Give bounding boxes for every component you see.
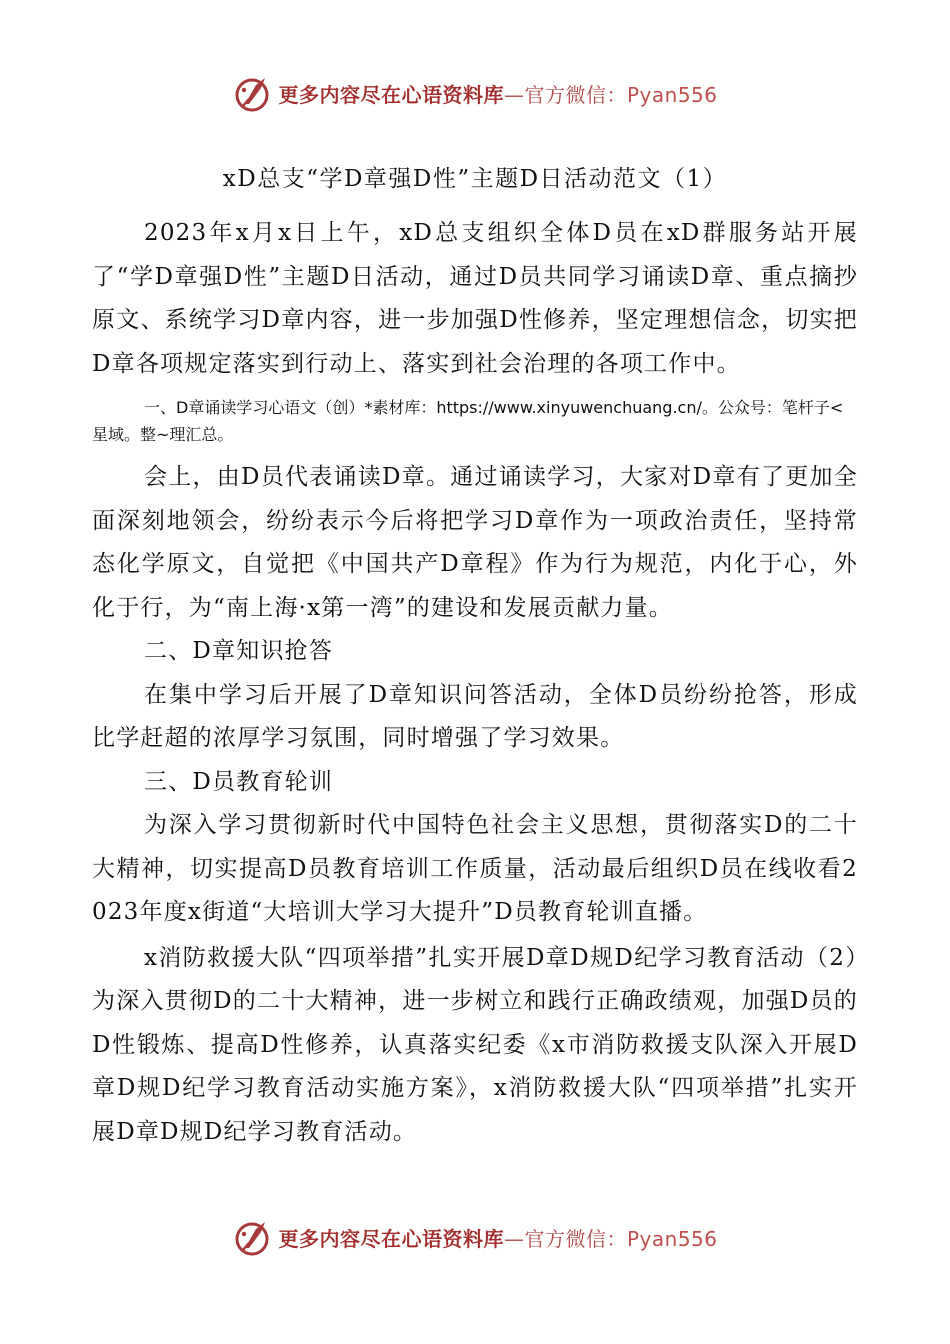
banner-separator: —	[503, 1226, 525, 1251]
banner-wechat-id: Pyan556	[626, 82, 718, 107]
document-body	[92, 212, 858, 1154]
article2-paragraph: x消防救援大队“四项举措”扎实开展D章D规D纪学习教育活动（2）为深入贯彻D的二十大精神，进一步树立和践行正确政绩观，加强D员的D性锻炼、提高D性修养，认真落实纪委《x市消防救援支队深入开展D章D规D纪学习教育活动实施方案》，x消防救援大队“四项举措”扎实开展D章D规D纪学习教育活动。	[92, 944, 858, 1145]
section1-paragraph: 会上，由D员代表诵读D章。通过诵读学习，大家对D章有了更加全面深刻地领会，纷纷表示今后将把学习D章作为一项政治责任，坚持常态化学原文，自觉把《中国共产D章程》作为行为规范，内化于心，外化于行，为“南上海·x第一湾”的建设和发展贡献力量。	[92, 464, 858, 621]
banner-text	[278, 79, 717, 108]
header-banner	[0, 68, 950, 118]
quill-pen-logo-icon	[232, 73, 272, 113]
banner-wechat-label: 官方微信：	[524, 82, 627, 107]
source-note: 一、D章诵读学习心语文（创）*素材库：https://www.xinyuwenchuang.cn/。公众号：笔杆子<星域。整~理汇总。	[92, 398, 844, 444]
section3-heading: 三、D员教育轮训	[144, 768, 334, 795]
section3-paragraph: 为深入学习贯彻新时代中国特色社会主义思想，贯彻落实D的二十大精神，切实提高D员教育培训工作质量，活动最后组织D员在线收看2023年度x街道“大培训大学习大提升”D员教育轮训直播。	[92, 812, 858, 925]
section2-heading: 二、D章知识抢答	[144, 638, 334, 664]
intro-paragraph: 2023年x月x日上午，xD总支组织全体D员在xD群服务站开展了“学D章强D性”主题D日活动，通过D员共同学习诵读D章、重点摘抄原文、系统学习D章内容，进一步加强D性修养，坚定理想信念，切实把D章各项规定落实到行动上、落实到社会治理的各项工作中。	[92, 220, 858, 377]
banner-separator: —	[503, 82, 525, 107]
banner-brand: 更多内容尽在心语资料库	[278, 1226, 504, 1251]
section2-paragraph: 在集中学习后开展了D章知识问答活动，全体D员纷纷抢答，形成比学赶超的浓厚学习氛围，同时增强了学习效果。	[92, 681, 858, 751]
quill-pen-logo-icon	[232, 1217, 272, 1257]
banner-text	[278, 1223, 717, 1252]
banner-wechat-label: 官方微信：	[524, 1226, 627, 1251]
document-title: xD总支“学D章强D性”主题D日活动范文（1）	[222, 166, 728, 192]
footer-banner	[0, 1212, 950, 1262]
banner-brand: 更多内容尽在心语资料库	[278, 82, 504, 107]
banner-wechat-id: Pyan556	[626, 1226, 718, 1251]
